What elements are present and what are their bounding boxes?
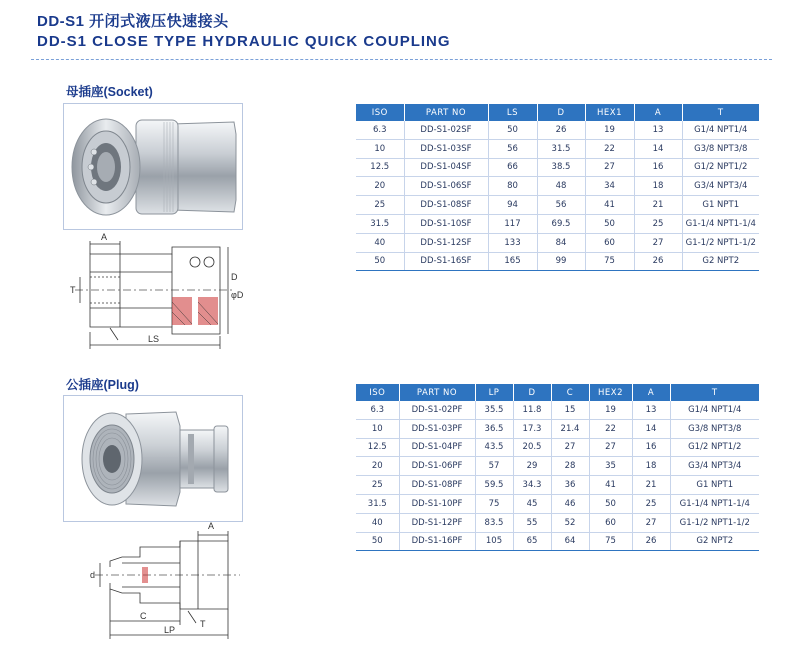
table-cell: DD-S1-02SF bbox=[404, 121, 488, 139]
table-cell: G3/4 NPT3/4 bbox=[670, 457, 759, 476]
table-cell: DD-S1-03SF bbox=[404, 139, 488, 158]
page-title-cn: DD-S1 开闭式液压快速接头 bbox=[37, 13, 229, 30]
col-t: T bbox=[670, 384, 759, 401]
table-cell: 11.8 bbox=[513, 401, 551, 419]
col-part-no: PART NO bbox=[399, 384, 475, 401]
table-cell: G1 NPT1 bbox=[670, 476, 759, 495]
table-cell: 60 bbox=[589, 513, 632, 532]
table-cell: DD-S1-08SF bbox=[404, 196, 488, 215]
table-cell: 43.5 bbox=[475, 438, 513, 457]
table-row bbox=[356, 419, 759, 438]
table-cell: 36 bbox=[551, 476, 589, 495]
table-cell: 165 bbox=[488, 252, 537, 271]
table-cell: 94 bbox=[488, 196, 537, 215]
table-cell: 10 bbox=[356, 419, 399, 438]
plug-heading: 公插座(Plug) bbox=[66, 378, 139, 392]
table-cell: DD-S1-04PF bbox=[399, 438, 475, 457]
table-cell: 21 bbox=[632, 476, 670, 495]
table-cell: 41 bbox=[585, 196, 634, 215]
table-cell: G1/2 NPT1/2 bbox=[682, 158, 759, 177]
table-cell: 18 bbox=[634, 177, 682, 196]
table-row bbox=[356, 494, 759, 513]
table-cell: 12.5 bbox=[356, 438, 399, 457]
table-row bbox=[356, 158, 759, 177]
table-cell: DD-S1-04SF bbox=[404, 158, 488, 177]
socket-photo bbox=[63, 103, 243, 230]
table-cell: G1/4 NPT1/4 bbox=[670, 401, 759, 419]
table-cell: 20 bbox=[356, 177, 404, 196]
table-row bbox=[356, 513, 759, 532]
table-cell: 50 bbox=[589, 494, 632, 513]
table-cell: G3/8 NPT3/8 bbox=[670, 419, 759, 438]
table-cell: 25 bbox=[356, 476, 399, 495]
table-cell: 22 bbox=[589, 419, 632, 438]
table-cell: 27 bbox=[585, 158, 634, 177]
col-part-no: PART NO bbox=[404, 104, 488, 121]
table-cell: 21 bbox=[634, 196, 682, 215]
table-cell: 50 bbox=[585, 214, 634, 233]
table-cell: 31.5 bbox=[537, 139, 585, 158]
table-cell: 75 bbox=[589, 532, 632, 551]
socket-dim-d: D bbox=[231, 272, 238, 282]
col-lp: LP bbox=[475, 384, 513, 401]
table-cell: 10 bbox=[356, 139, 404, 158]
table-cell: DD-S1-08PF bbox=[399, 476, 475, 495]
table-cell: 14 bbox=[634, 139, 682, 158]
table-cell: DD-S1-06PF bbox=[399, 457, 475, 476]
table-cell: 60 bbox=[585, 233, 634, 252]
table-cell: DD-S1-02PF bbox=[399, 401, 475, 419]
table-cell: G3/8 NPT3/8 bbox=[682, 139, 759, 158]
plug-dim-a: A bbox=[208, 521, 215, 531]
table-cell: 55 bbox=[513, 513, 551, 532]
table-cell: G1-1/4 NPT1-1/4 bbox=[682, 214, 759, 233]
table-row bbox=[356, 532, 759, 551]
plug-dim-d: d bbox=[90, 570, 96, 580]
table-cell: 27 bbox=[551, 438, 589, 457]
table-cell: 15 bbox=[551, 401, 589, 419]
table-cell: 27 bbox=[634, 233, 682, 252]
table-cell: 75 bbox=[475, 494, 513, 513]
socket-dim-a: A bbox=[101, 232, 108, 242]
table-cell: 56 bbox=[488, 139, 537, 158]
table-cell: 22 bbox=[585, 139, 634, 158]
page-title-en: DD-S1 CLOSE TYPE HYDRAULIC QUICK COUPLING bbox=[37, 33, 451, 50]
col-ls: LS bbox=[488, 104, 537, 121]
col-hex2: HEX2 bbox=[589, 384, 632, 401]
col-a: A bbox=[634, 104, 682, 121]
table-row bbox=[356, 252, 759, 271]
socket-dim-phi-d: φD bbox=[231, 290, 244, 300]
col-a: A bbox=[632, 384, 670, 401]
table-cell: 35 bbox=[589, 457, 632, 476]
table-cell: 117 bbox=[488, 214, 537, 233]
table-cell: DD-S1-12PF bbox=[399, 513, 475, 532]
socket-spec-table bbox=[356, 104, 759, 271]
col-d: D bbox=[537, 104, 585, 121]
table-cell: 26 bbox=[632, 532, 670, 551]
table-cell: DD-S1-10PF bbox=[399, 494, 475, 513]
table-cell: 29 bbox=[513, 457, 551, 476]
table-cell: 28 bbox=[551, 457, 589, 476]
table-cell: 80 bbox=[488, 177, 537, 196]
col-iso: ISO bbox=[356, 384, 399, 401]
table-cell: 17.3 bbox=[513, 419, 551, 438]
plug-dim-lp: LP bbox=[164, 625, 176, 635]
table-cell: 18 bbox=[632, 457, 670, 476]
table-row bbox=[356, 214, 759, 233]
table-cell: 25 bbox=[634, 214, 682, 233]
socket-dim-ls: LS bbox=[148, 334, 160, 344]
table-cell: 50 bbox=[356, 252, 404, 271]
table-cell: DD-S1-16PF bbox=[399, 532, 475, 551]
table-cell: G1-1/2 NPT1-1/2 bbox=[682, 233, 759, 252]
table-cell: G1-1/2 NPT1-1/2 bbox=[670, 513, 759, 532]
table-row bbox=[356, 476, 759, 495]
table-row bbox=[356, 196, 759, 215]
table-cell: 14 bbox=[632, 419, 670, 438]
table-cell: 12.5 bbox=[356, 158, 404, 177]
table-cell: 64 bbox=[551, 532, 589, 551]
col-d: D bbox=[513, 384, 551, 401]
table-cell: 21.4 bbox=[551, 419, 589, 438]
table-row bbox=[356, 233, 759, 252]
table-cell: G1/2 NPT1/2 bbox=[670, 438, 759, 457]
socket-table-header bbox=[356, 104, 759, 121]
table-cell: 36.5 bbox=[475, 419, 513, 438]
table-cell: DD-S1-03PF bbox=[399, 419, 475, 438]
plug-table-header bbox=[356, 384, 759, 401]
table-cell: 27 bbox=[589, 438, 632, 457]
table-cell: 41 bbox=[589, 476, 632, 495]
table-cell: 52 bbox=[551, 513, 589, 532]
table-cell: 59.5 bbox=[475, 476, 513, 495]
table-cell: 66 bbox=[488, 158, 537, 177]
plug-drawing bbox=[80, 521, 245, 652]
table-cell: 20 bbox=[356, 457, 399, 476]
table-cell: 99 bbox=[537, 252, 585, 271]
table-cell: 35.5 bbox=[475, 401, 513, 419]
table-cell: 40 bbox=[356, 233, 404, 252]
table-cell: G2 NPT2 bbox=[670, 532, 759, 551]
table-row bbox=[356, 121, 759, 139]
table-cell: 40 bbox=[356, 513, 399, 532]
col-hex1: HEX1 bbox=[585, 104, 634, 121]
table-row bbox=[356, 457, 759, 476]
table-cell: 13 bbox=[634, 121, 682, 139]
plug-dim-t: T bbox=[200, 619, 206, 629]
table-cell: 75 bbox=[585, 252, 634, 271]
table-cell: G2 NPT2 bbox=[682, 252, 759, 271]
table-cell: 26 bbox=[537, 121, 585, 139]
table-cell: 27 bbox=[632, 513, 670, 532]
table-cell: 38.5 bbox=[537, 158, 585, 177]
table-cell: 83.5 bbox=[475, 513, 513, 532]
table-cell: 19 bbox=[585, 121, 634, 139]
table-cell: G3/4 NPT3/4 bbox=[682, 177, 759, 196]
table-cell: 48 bbox=[537, 177, 585, 196]
table-cell: 84 bbox=[537, 233, 585, 252]
table-cell: DD-S1-12SF bbox=[404, 233, 488, 252]
table-cell: DD-S1-16SF bbox=[404, 252, 488, 271]
col-t: T bbox=[682, 104, 759, 121]
table-cell: 50 bbox=[488, 121, 537, 139]
table-cell: 65 bbox=[513, 532, 551, 551]
table-row bbox=[356, 139, 759, 158]
table-row bbox=[356, 401, 759, 419]
table-cell: G1/4 NPT1/4 bbox=[682, 121, 759, 139]
col-iso: ISO bbox=[356, 104, 404, 121]
table-cell: 50 bbox=[356, 532, 399, 551]
table-cell: 133 bbox=[488, 233, 537, 252]
plug-spec-table bbox=[356, 384, 759, 551]
table-row bbox=[356, 438, 759, 457]
table-cell: 31.5 bbox=[356, 494, 399, 513]
table-cell: 19 bbox=[589, 401, 632, 419]
table-cell: 34 bbox=[585, 177, 634, 196]
table-cell: G1 NPT1 bbox=[682, 196, 759, 215]
table-cell: 16 bbox=[634, 158, 682, 177]
col-c: C bbox=[551, 384, 589, 401]
divider bbox=[31, 59, 772, 60]
table-cell: DD-S1-10SF bbox=[404, 214, 488, 233]
table-cell: 20.5 bbox=[513, 438, 551, 457]
table-row bbox=[356, 177, 759, 196]
table-cell: 56 bbox=[537, 196, 585, 215]
table-cell: 69.5 bbox=[537, 214, 585, 233]
table-cell: 6.3 bbox=[356, 401, 399, 419]
table-cell: 13 bbox=[632, 401, 670, 419]
table-cell: 6.3 bbox=[356, 121, 404, 139]
table-cell: 46 bbox=[551, 494, 589, 513]
table-cell: 105 bbox=[475, 532, 513, 551]
plug-dim-c: C bbox=[140, 611, 147, 621]
table-cell: 26 bbox=[634, 252, 682, 271]
table-cell: 25 bbox=[356, 196, 404, 215]
table-cell: G1-1/4 NPT1-1/4 bbox=[670, 494, 759, 513]
table-cell: 57 bbox=[475, 457, 513, 476]
table-cell: 31.5 bbox=[356, 214, 404, 233]
table-cell: DD-S1-06SF bbox=[404, 177, 488, 196]
table-cell: 34.3 bbox=[513, 476, 551, 495]
socket-heading: 母插座(Socket) bbox=[66, 85, 153, 99]
plug-photo bbox=[63, 395, 243, 522]
table-cell: 45 bbox=[513, 494, 551, 513]
table-cell: 25 bbox=[632, 494, 670, 513]
socket-drawing bbox=[60, 232, 245, 357]
table-cell: 16 bbox=[632, 438, 670, 457]
socket-dim-t: T bbox=[70, 285, 76, 295]
